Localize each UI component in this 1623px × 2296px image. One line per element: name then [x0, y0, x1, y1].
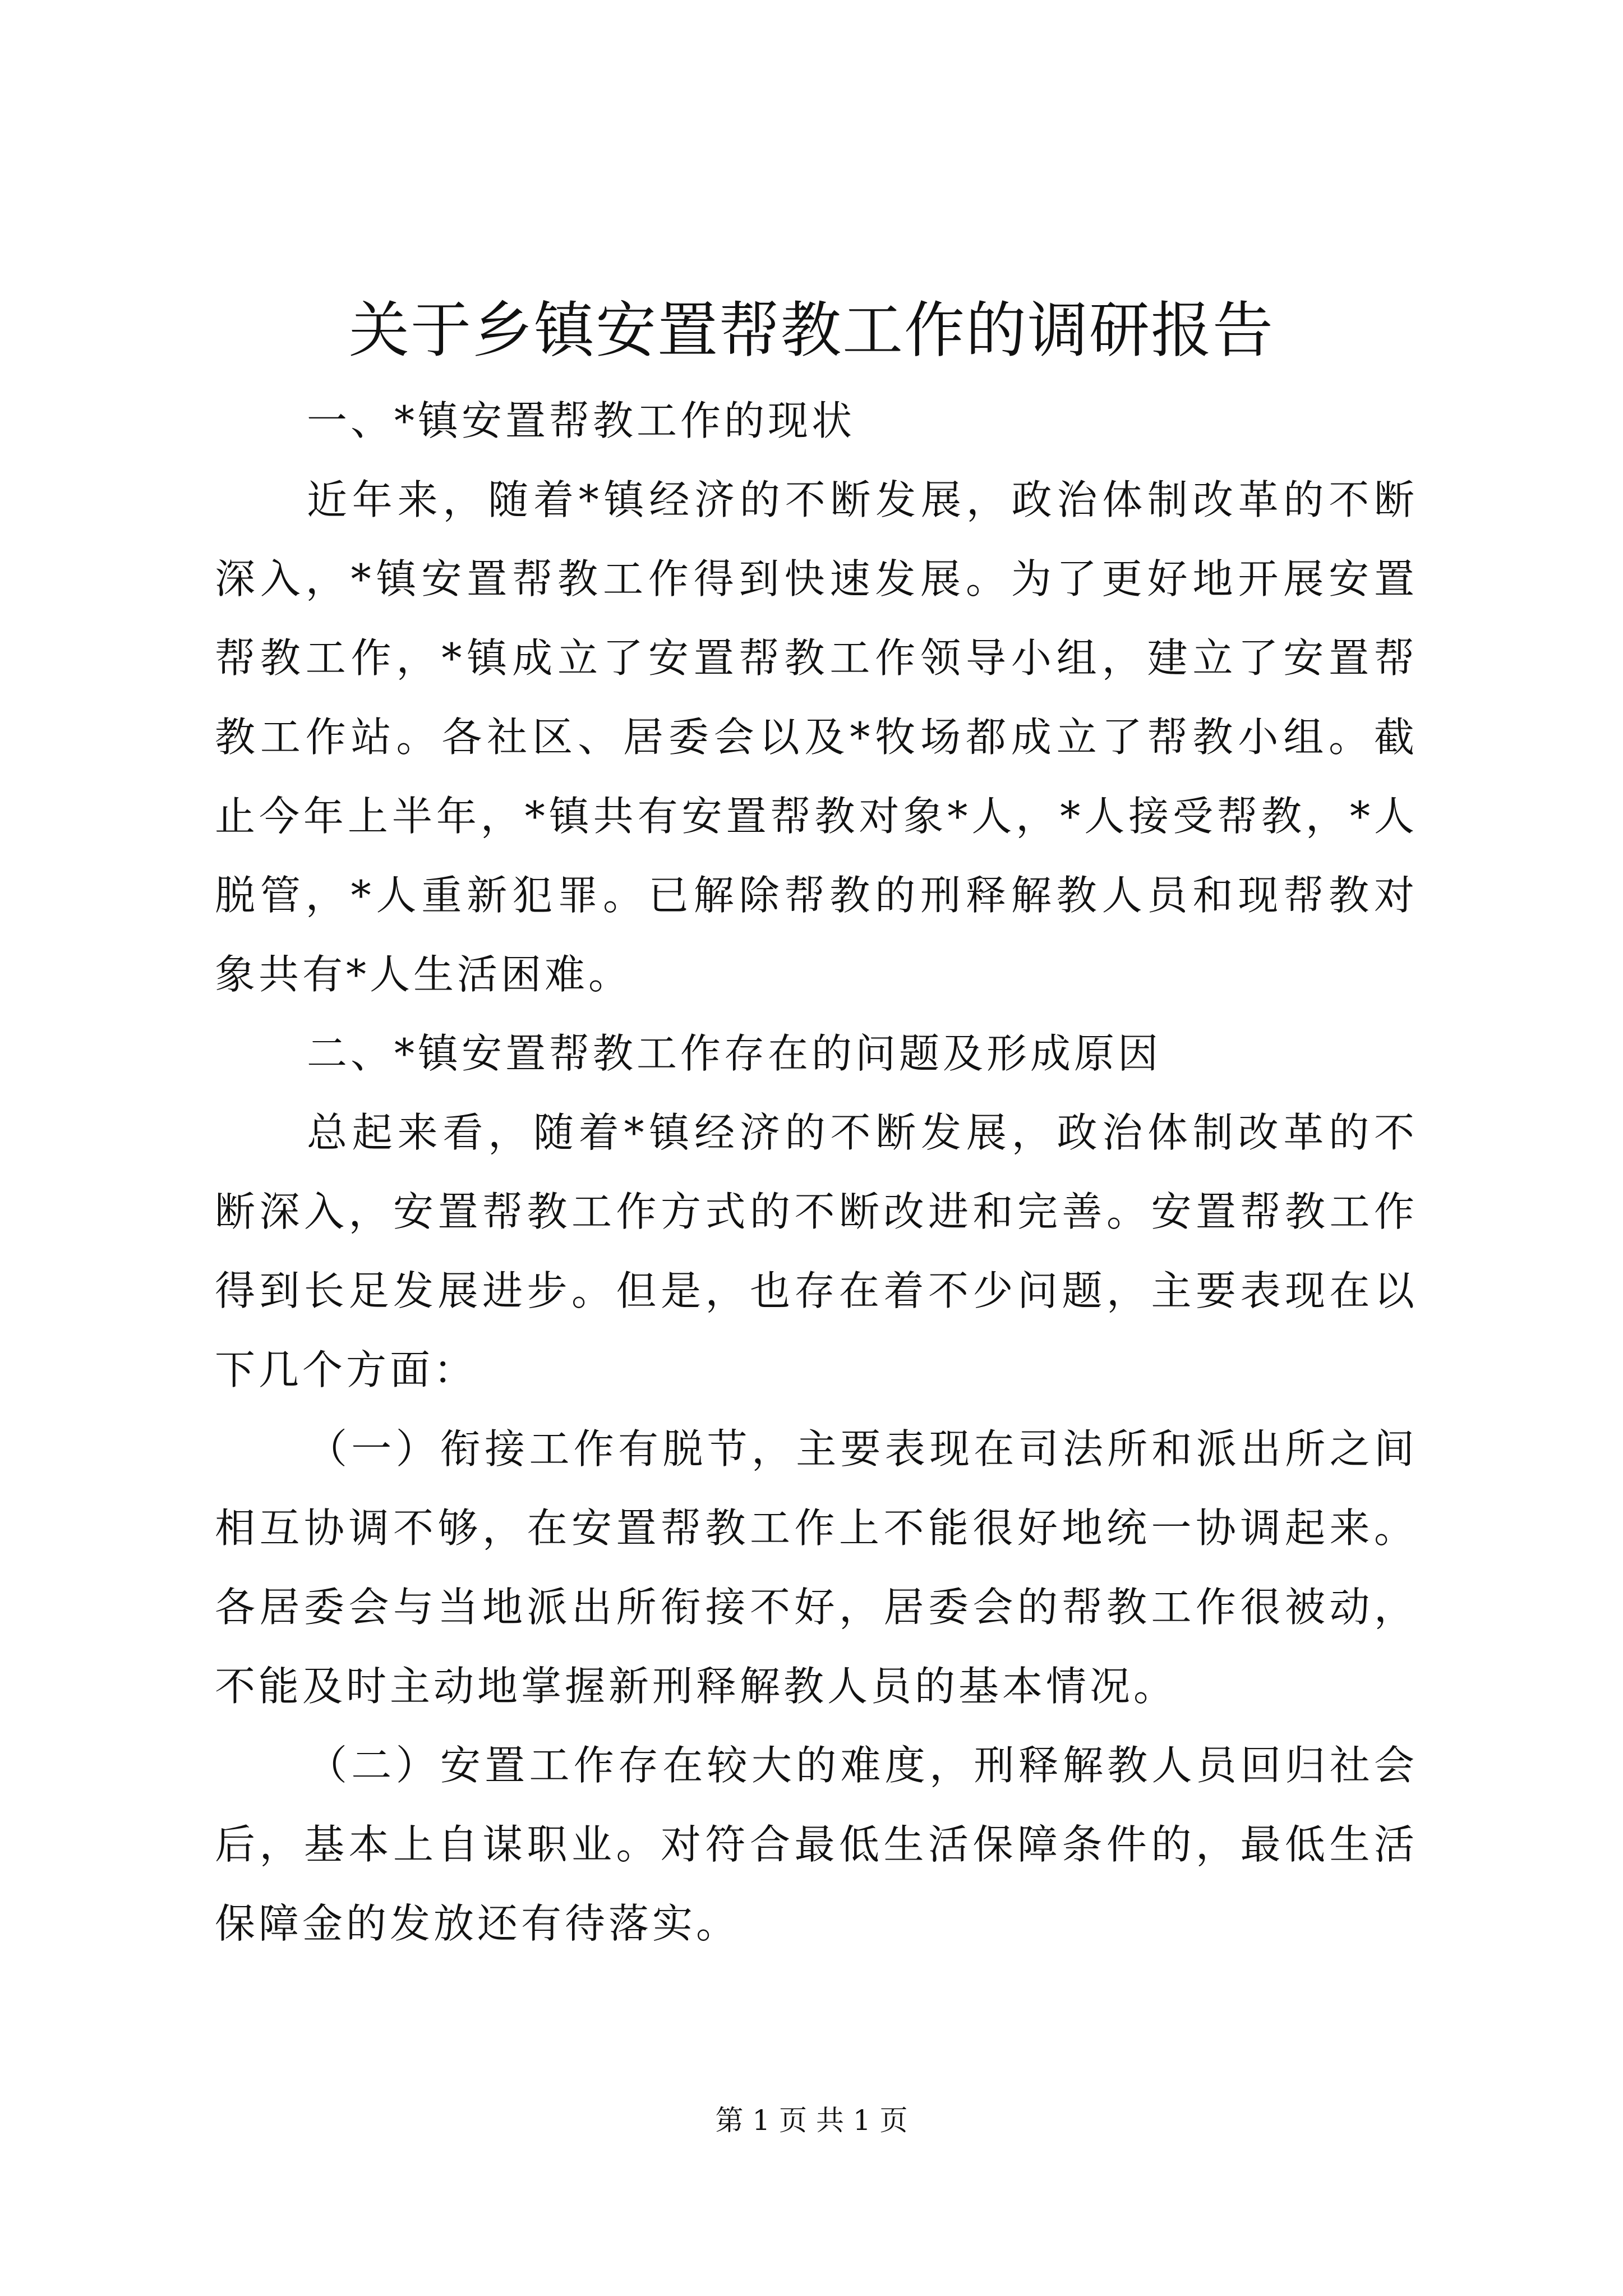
document-body: [215, 381, 1418, 1963]
paragraph-issue-1: （一）衔接工作有脱节，主要表现在司法所和派出所之间相互协调不够，在安置帮教工作上不能很好地统一协调起来。各居委会与当地派出所衔接不好，居委会的帮教工作很被动，不能及时主动地掌握新刑释解教人员的基本情况。: [215, 1425, 1418, 1710]
page-footer: 第 1 页 共 1 页: [715, 2104, 908, 2137]
document-title: 关于乡镇安置帮教工作的调研报告: [348, 296, 1274, 366]
section-heading-2: 二、*镇安置帮教工作存在的问题及形成原因: [307, 1030, 1162, 1077]
section-heading-1: 一、*镇安置帮教工作的现状: [307, 397, 856, 444]
paragraph-issue-2: （二）安置工作存在较大的难度，刑释解教人员回归社会后，基本上自谋职业。对符合最低生活保障条件的，最低生活保障金的发放还有待落实。: [215, 1742, 1418, 1947]
paragraph-overview: 总起来看，随着*镇经济的不断发展，政治体制改革的不断深入，安置帮教工作方式的不断改进和完善。安置帮教工作得到长足发展进步。但是，也存在着不少问题，主要表现在以下几个方面：: [215, 1109, 1418, 1393]
paragraph-status: 近年来，随着*镇经济的不断发展，政治体制改革的不断深入，*镇安置帮教工作得到快速发展。为了更好地开展安置帮教工作，*镇成立了安置帮教工作领导小组，建立了安置帮教工作站。各社区、居委会以及*牧场都成立了帮教小组。截止今年上半年，*镇共有安置帮教对象*人，*人接受帮教，*人脱管，*人重新犯罪。已解除帮教的刑释解教人员和现帮教对象共有*人生活困难。: [215, 476, 1418, 998]
